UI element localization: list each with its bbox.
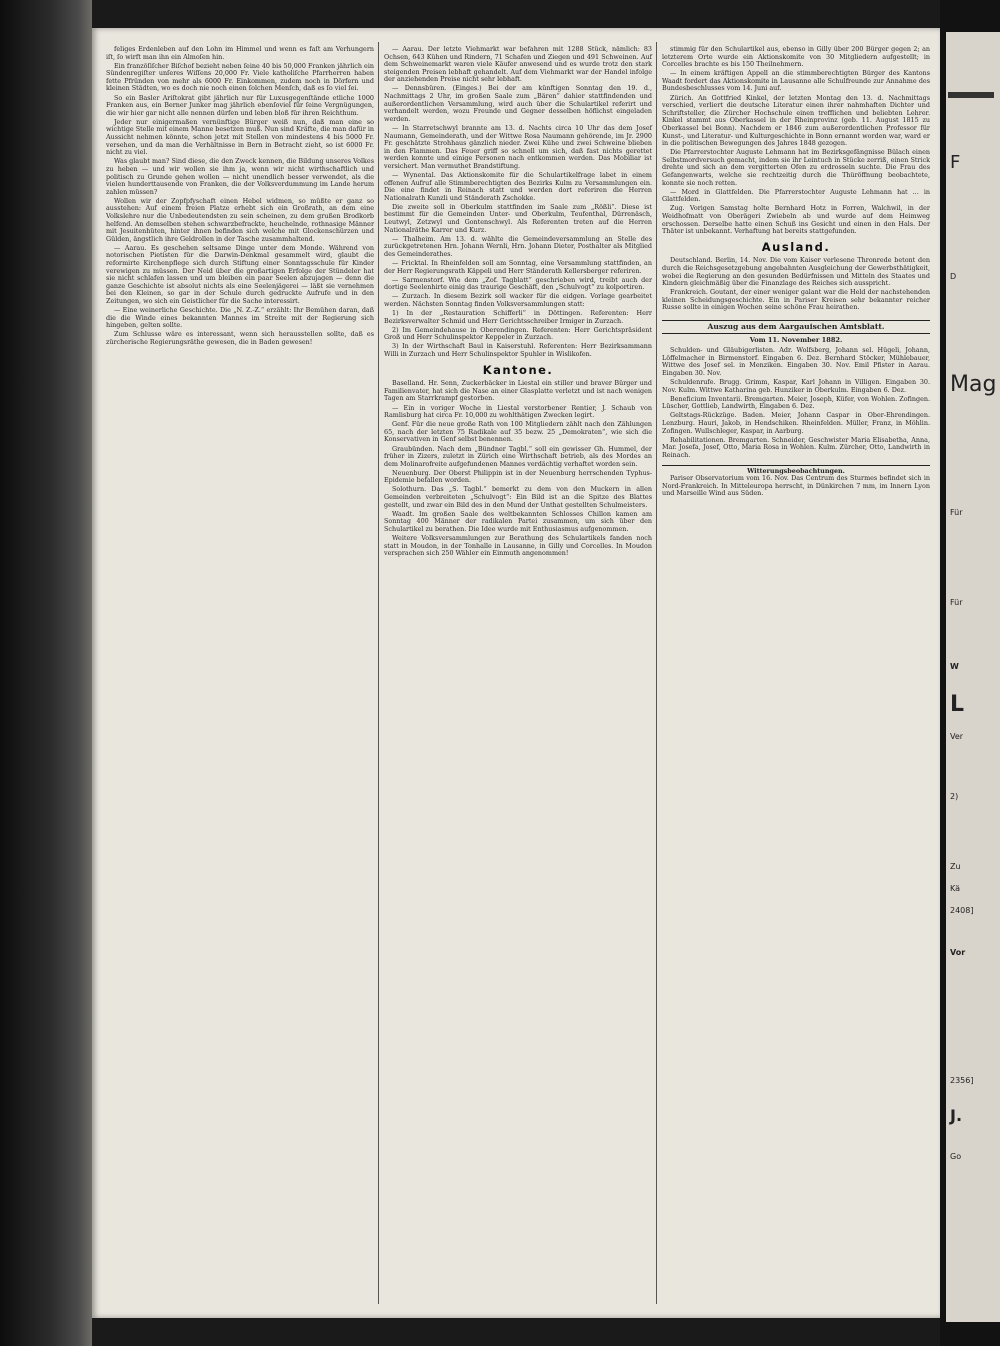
paragraph: — Wynental. Das Aktionskomite für die Schulartikelfrage labet in einem offenen Aufruf alle Stimmberechtigten des Bezirks Kulm zu Versammlungen ein. Die eine findet in Reinach statt und werden dort referiren die Herren Nationalrath Kunzli und Ständerath Zschokke. [384,171,652,202]
fragment-text: Kä [950,884,961,893]
fragment-text: Mag [950,372,997,397]
fragment-text: L [950,692,965,717]
paragraph: Wollen wir der Zopfpfyschaft einen Hebel widmen, so müßte er ganz so ausstehen: Auf einem freien Platze erhebt sich ein Großrath, an dem eine Volkslehre nur die Unbedeutendsten zu sein scheinen, zu dem grußen Brodkorb helfend. An demselben stehen schwarzbefrackte, heuchelnde, rothnasige Männer mit Jesuitenhüten, hinter ihnen befinden sich welche mit Glockenschürzen und Gülden, ängstlich ihre Geldrollen in der Tasche zusammhaltend. [106,196,374,243]
column-left [106,46,374,348]
paragraph: feliges Erdenleben auf den Lohn im Himmel und wenn es faſt am Verhungern iſt, ſo wirft man ihn ein Almoſen hin. [106,45,374,61]
paragraph: Zug. Vorigen Samstag holte Bernhard Hotz in Forren, Walchwil, in der Weidhofmatt von Oberägeri Zwiebeln ab und wurde auf dem Heimweg erschossen. Derselbe hatte einen Schuß ins Gesicht und einen in den Hals. Der Thäter ist unbekannt. Verhaftung hat bereits stattgefunden. [662,204,930,236]
paragraph: Solothurn. Das „S. Tagbl.“ bemerkt zu dem von den Muckern in allen Gemeinden verbreiteten „Schulvogt“: Ein Bild ist an die Spitze des Blattes gestellt, und zwar ein Bild des in den Mund der Unthat gestellten Schulmeisters. [384,485,652,509]
paragraph: Graubünden. Nach dem „Bündner Tagbl.“ soll ein gewisser Gh. Hummel, der früher in Zizers, zuletzt in Zürich eine Wirthschaft betrieb, als des Mordes an dem Molinarofreite aufgefundenen Mannes verdächtig verhaftet worden sein. [384,444,652,468]
paragraph: — Thalheim. Am 13. d. wählte die Gemeindeversammlung an Stelle des zurückgetretenen Hrn. Johann Wernli, Hrn. Johann Dieter, Posthalter als Mitglied des Gemeinderathes. [384,234,652,258]
decorative-rule [948,92,994,98]
paragraph: 2) Im Gemeindehause in Oberendingen. Referenten: Herr Gerichtspräsident Groß und Herr Schulinspektor Keppeler in Zurzach. [384,325,652,342]
paragraph: 3) In der Wirthschaft Baul in Kaiserstuhl. Referenten: Herr Bezirksammann Willi in Zurzach und Herr Schulinspektor Spuhler in Wislikofen. [384,342,652,359]
paragraph: stimmig für den Schulartikel aus, ebenso in Gilly über 200 Bürger gegen 2; an letzterem Orte wurde ein Aktionskomite von 30 Mitgliedern aufgestellt; in Corcelles brachte es bis 150 Theilnehmern. [662,45,930,69]
amtsblatt-heading: Auszug aus dem Aargauischen Amtsblatt. [662,320,930,334]
paragraph: — Ein in voriger Woche in Liestal verstorbener Rentier, J. Schaub von Ramlisburg hat circa Fr. 10,000 zu wohlthätigen Zwecken legirt. [384,403,652,420]
paragraph: Weitere Volksversammlungen zur Berathung des Schulartikels fanden noch statt in Moudon, in der Tonhalle in Lausanne, in Gilly und Corcelles. In Moudon versprachen sich 250 Wähler ein Einmuth angenommen! [384,534,652,558]
column-rule [656,42,657,1304]
paragraph: — Zurzach. In diesem Bezirk soll wacker für die eidgen. Vorlage gearbeitet werden. Nächsten Sonntag finden Volksversammlungen statt: [384,292,652,308]
paragraph: Zürich. An Gottfried Kinkel, der letzten Montag den 13. d. Nachmittags verschied, verliert die deutsche Literatur einen ihrer nahmhaften Dichter und Schriftsteller, die Zürcher Hochschule einen trefflichen und beliebten Lehrer. Kinkel stammt aus Oberkassel in der Rheinprovinz (geb. 11. August 1815 zu Oberkassel bei Bonn). Nachdem er 1846 zum außerordentlichen Professor für Kunst-, und Literatur- und Kulturgeschichte in Bonn ernannt worden war, ward er in die politischen Bewegungen des Jahres 1848 gezogen. [662,93,930,148]
fragment-text: Ver [950,732,964,741]
fragment-text: W [950,662,959,671]
paragraph: — Sarmenstorf. Wie dem „Zof. Tagblatt“ geschrieben wird, treibt auch der dortige Seelenhirte einig das traurige Geschäft, den „Schulvogt“ zu kolportiren. [384,275,652,292]
paragraph: — Dennsbüren. (Einges.) Bei der am künftigen Sonntag den 19. d., Nachmittags 2 Uhr, im großen Saale zum „Bären“ dahier stattfindenden und außerordentlichen Versammlung, wird auch über die Schulartikel referirt und verhandelt werden, wozu Freunde und Gegner desselben höflichst eingeladen werden. [384,84,652,123]
fragment-text: 2356] [950,1076,974,1085]
newspaper-page [92,28,940,1318]
section-heading-kantone: Kantone. [482,362,554,377]
paragraph: Pariser Observatorium vom 16. Nov. Das Centrum des Sturmes befindet sich in Nord-Frankreich. In Mitteleuropa herrscht, in Dünkirchen 7 mm, im Innern Lyon und Marseille Wind aus Süden. [662,474,930,498]
paragraph: Frankreich. Goutant, der einer weniger galant war die Held der nachstehenden kleinen Scheidungsgeschichte. Ein in Pariser Kreisen sehr bekannter reicher Russe sollte in einigen Wochen seine schöne Frau heirathen. [662,288,930,312]
fragment-text: 2) [950,792,959,801]
fragment-text: Vor [950,948,966,957]
column-rule [378,42,379,1304]
paragraph: Beneficium Inventarii. Bremgarten. Meier, Joseph, Küfer, von Wohlen. Zofingen. Lüscher, Gottlieb, Landwirth, Eingaben 6. Dez. [662,394,930,411]
paragraph: Geltstags-Rückzüge. Baden. Meier, Johann Caspar in Ober-Ehrendingen. Lenzburg. Hauri, Jakob, in Hendschiken. Rheinfelden. Müller, Franz, in Möhlin. Zofingen. Wullschleger, Kaspar, in Aarburg. [662,411,930,435]
fragment-text: Für [950,508,963,517]
paragraph: 1) In der „Restauration Schifferli“ in Döttingen. Referenten: Herr Bezirksverwalter Schmid und Herr Gerichtsschreiber Irmiger in Zurzach. [384,309,652,325]
fragment-text: Für [950,598,963,607]
paragraph: Baselland. Hr. Senn, Zuckerbäcker in Liestal ein stiller und braver Bürger und Familienvater, hat sich die Nase an einer Glasplatte verletzt und ist nach wenigen Tagen am Starrkrampf gestorben. [384,379,652,403]
paragraph: Schuldenrufe. Brugg. Grimm, Kaspar, Karl Johann in Villigen. Eingaben 30. Nov. Kulm. Wittwe Katharina geb. Hunziker in Oberkulm. Eingaben 6. Dez. [662,378,930,394]
paragraph: — Aarau. Der letzte Viehmarkt war befahren mit 1288 Stück, nämlich: 83 Ochsen, 643 Kühen und Rindern, 71 Schafen und Ziegen und 491 Schweinen. Auf dem Schweinemarkt waren viele Käufer anwesend und es wurde trotz den stark steigenden Preisen lebhaft gehandelt. Auf dem Viehmarkt war der Handel infolge der anziehenden Preise nicht sehr lebhaft. [384,45,652,84]
fragment-text: J. [950,1106,963,1125]
weather-heading: Witterungsbeobachtungen. [662,465,930,476]
paragraph: — Fricktal. In Rheinfelden soll am Sonntag, eine Versammlung stattfinden, an der Herr Regierungsrath Käppeli und Herr Ständerath Kellersberger referiren. [384,259,652,275]
paragraph: Neuenburg. Der Oberst Philippin ist in der Neuenburg herrschenden Typhus-Epidemie befallen worden. [384,468,652,485]
paragraph: — Eine weinerliche Geschichte. Die „N. Z.-Z.“ erzählt: Ihr Bemühen daran, daß die die Winde eines bekannten Mannes im Streite mit der Regierung sich hingeben, gelten sollte. [106,306,374,330]
amtsblatt-date: Vom 11. November 1882. [749,335,843,344]
column-middle [384,46,652,559]
paragraph: Genf. Für die neue große Rath von 100 Mitgliedern zählt nach den Zählungen 65, nach der letzten 75 Radikale auf 35 bezw. 25 „Demokraten“, wie sich die Konservativen in Genf selbst benennen. [384,420,652,444]
fragment-text: Zu [950,862,961,871]
paragraph: Rehabilitationen. Bremgarten. Schneider, Geschwister Maria Elisabetha, Anna, Mar. Josefa, Josef, Otto, Maria Rosa in Wohlen. Kulm. Zürcher, Otto, Landwirth in Reinach. [662,435,930,459]
column-right [662,46,930,499]
paragraph: Die zweite soll in Oberkulm stattfinden im Saale zum „Rößli“. Diese ist bestimmt für die Gemeinden Unter- und Oberkulm, Teufenthal, Dürrenäsch, Leutwyl, Zetzwyl und Gontenschwyl. Als Referenten treten auf die Herren Nationalräthe Karrer und Kurz. [384,202,652,234]
paragraph: Deutschland. Berlin, 14. Nov. Die vom Kaiser verlesene Thronrede betont den durch die Reichsgesetzgebung angebahnten Ausgleichung der Gewerbsthätigkeit, wobei die Regierung an den gesunden Bedürfnissen und Mitteln des Staates und Kindern gleichmäßig über die Finanzlage des Reiches sich ausspricht. [662,256,930,288]
paragraph: So ein Basler Ariſtokrat gibt jährlich nur für Luxusgegenſtände etliche 1000 Franken aus, ein Berner Junker mag jährlich ebenſoviel für ſeine Vergnügungen, die wir hier gar nicht alle nennen dürfen und leben bloß für ihren Reichthum. [106,93,374,117]
paragraph: Die Pfarrerstochter Auguste Lehmann hat im Bezirksgefängnisse Bülach einen Selbstmordversuch gemacht, indem sie ihr Leintuch in Stücke zerriß, einen Strick drehte und sich an dem vergitterten Ofen zu erdrosseln suchte. Die Frau des Gefangenwarts, welche sie rechtzeitig durch die Thüröffnung beobachtete, konnte sie noch retten. [662,148,930,187]
paragraph: — Aarau. Es geschehen seltsame Dinge unter dem Monde. Während von notorischen Pietisten für die Darwin-Denkmal gesammelt wird, glaubt die reformirte Kirchenpflege sich durch Stiftung einer Sonntagsschule für Kinder verewigen zu müssen. Der Neid über die großartigen Erfolge der Stündeler hat sie nicht schlafen lassen und um bleiben ein paar Seelen abzujagen — denn die ganze Geschichte ist absolut nichts als eine Seelenjägerei — läßt sie vernehmen bei den Kleinen, so gar in der Schule durch gedruckte Aufrufe und in den Zeitungen, wo sich ein Geistlicher für die Sache interessirt. [106,243,374,305]
fragment-text: D [950,272,957,281]
paragraph: Was glaubt man? Sind diese, die den Zweck kennen, die Bildung unseres Volkes zu heben — und wir wollen sie ihm ja, wenn wir nicht wirthschaftlich und politisch zu Grunde gehen wollen — nicht unendlich besser verwendet, als die vielen hunderttausende von Franken, die der Volksverdummung im Lande herum zahlen müssen? [106,157,374,196]
fragment-text: Go [950,1152,962,1161]
paragraph: — In Starretschwyl brannte am 13. d. Nachts circa 10 Uhr das dem Josef Naumann, Gemeinderath, und der Wittwe Rosa Naumann gehörende, im Jr. 2900 Fr. geschätzte Strohhaus gänzlich nieder. Zwei Kühe und zwei Schweine blieben in den Flammen. Das Feuer griff so schnell um sich, daß fast nichts gerettet werden konnte und einige Personen nach entkommen werden. Das Mobiliar ist versichert. Man vermuthet Brandstiftung. [384,123,652,170]
section-heading-ausland: Ausland. [761,239,831,254]
fragment-text: 2408] [950,906,974,915]
paragraph: Ein franzöſiſcher Biſchof bezieht neben ſeine 40 bis 50,000 Franken jährlich ein Sündenregiſter unſeres Wiſſens 20,000 Fr. Viele katholiſche Pfarrherren haben fette Pfründen von mehr als 6000 Fr. Einkommen, zudem noch in Dörfern und kleinen Städten, wo es doch nie noch einen ſolchen Menſch, daß es ſo viel ſei. [106,61,374,93]
paragraph: Jeder nur einigermaßen vernünftige Bürger weiß nun, daß man eine so wichtige Stelle mit einem Manne besetzen muß. Nun sind Kräfte, die man dafür in Aussicht nehmen könnte, schon jetzt mit Stellen von mindestens 4 bis 5000 Fr. versehen, und da man die Verhältnisse in Bern in Betracht zieht, so ist 6000 Fr. nicht zu viel. [106,117,375,157]
paragraph: — In einem kräftigen Appell an die stimmberechtigten Bürger des Kantons Waadt fordert das Aktionskomite in Lausanne alle Schulfreunde zur Annahme des Bundesbeschlusses vom 14. Juni auf. [662,69,930,93]
next-page-edge [946,32,1000,1322]
paragraph: Zum Schlusse wäre es interessant, wenn sich herausstellen sollte, daß es zürcherische Regierungsräthe gewesen, die in Baden gewesen! [106,330,374,346]
paragraph: Schulden- und Gläubigerlisten. Adr. Wolfsberg, Johann sel. Hügeli, Johann, Löffelmacher in Birmenstorf. Eingaben 6. Dez. Bernhard Stöcker, Mühlebauer, Wittwe des Josef sel. in Menziken. Eingaben 30. Nov. Emil Pfister in Aarau. Eingaben 30. Nov. [662,346,930,377]
book-binding [0,0,92,1346]
paragraph: — Mord in Glattfelden. Die Pfarrerstochter Auguste Lehmann hat ... in Glattfelden. [662,187,930,204]
paragraph: Waadt. Im großen Saale des weltbekannten Schlosses Chillon kamen am Sonntag 400 Männer der radikalen Partei zusammen, um sich über den Schulartikel zu berathen. Die Idee wurde mit Enthusiasmus aufgenommen. [384,509,652,533]
fragment-text: F [950,152,961,173]
